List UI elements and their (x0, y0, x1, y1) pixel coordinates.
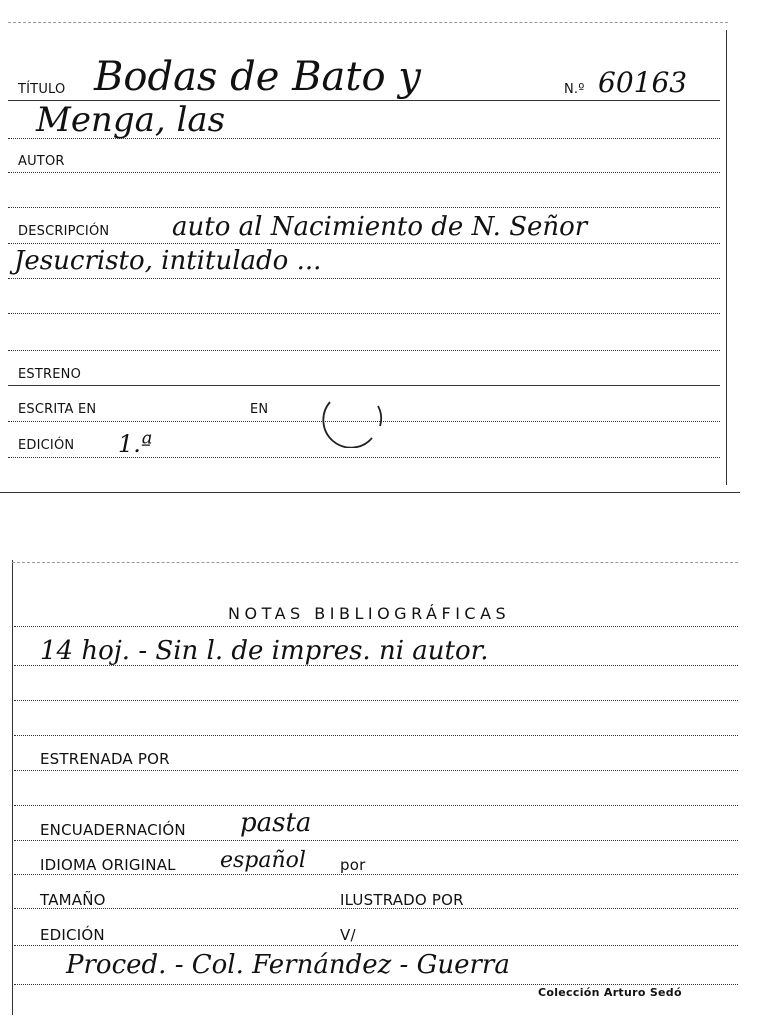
card-top-edge (8, 22, 728, 23)
card-border-right (726, 30, 727, 485)
catalog-card-top (0, 0, 759, 500)
label-estreno: ESTRENO (18, 367, 82, 382)
ruled-line (14, 874, 738, 875)
value-descripcion-line2: Jesucristo, intitulado ... (14, 246, 322, 276)
value-titulo-line2: Menga, las (36, 100, 226, 140)
card-border-left (12, 560, 13, 1015)
ruled-line (8, 385, 720, 386)
notas-heading: NOTAS BIBLIOGRÁFICAS (228, 604, 511, 623)
label-edicion: EDICIÓN (40, 926, 105, 944)
label-descripcion: DESCRIPCIÓN (18, 224, 110, 239)
ruled-line (8, 243, 720, 244)
label-por: por (340, 856, 366, 874)
ruled-line (8, 457, 720, 458)
value-edicion: 1.ª (118, 430, 153, 458)
collection-credit: Colección Arturo Sedó (538, 986, 682, 999)
ruled-line (8, 278, 720, 279)
value-descripcion-line1: auto al Nacimiento de N. Señor (172, 212, 588, 242)
card-bottom-edge (0, 492, 740, 493)
label-autor: AUTOR (18, 154, 65, 169)
label-escrita-en: ESCRITA EN (18, 402, 97, 417)
value-encuadernacion: pasta (240, 808, 312, 838)
label-en: EN (250, 402, 269, 417)
ruled-line (14, 805, 738, 806)
label-v: V/ (340, 926, 356, 944)
ruled-line (8, 207, 720, 208)
value-idioma-original: español (220, 848, 306, 873)
label-numero: N.º (564, 82, 585, 97)
ruled-line (14, 770, 738, 771)
ruled-line (14, 840, 738, 841)
ruled-line (14, 984, 738, 985)
label-estrenada-por: ESTRENADA POR (40, 750, 170, 768)
label-idioma-original: IDIOMA ORIGINAL (40, 856, 176, 874)
label-ilustrado-por: ILUSTRADO POR (340, 891, 464, 909)
value-numero: 60163 (598, 66, 688, 99)
ruled-line (14, 945, 738, 946)
label-edicion: EDICIÓN (18, 438, 75, 453)
ruled-line (14, 735, 738, 736)
ruled-line (14, 700, 738, 701)
card-top-edge (12, 562, 738, 563)
label-titulo: TÍTULO (18, 82, 66, 97)
value-titulo-line1: Bodas de Bato y (94, 54, 421, 100)
value-notas-line1: 14 hoj. - Sin l. de impres. ni autor. (40, 636, 489, 666)
ruled-line (8, 313, 720, 314)
ruled-line (8, 350, 720, 351)
value-procedencia: Proced. - Col. Fernández - Guerra (66, 950, 510, 980)
ruled-line (14, 626, 738, 627)
ruled-line (8, 172, 720, 173)
label-tamano: TAMAÑO (40, 891, 106, 909)
catalog-card-bottom (0, 540, 759, 1028)
punch-hole-icon (320, 388, 384, 448)
label-encuadernacion: ENCUADERNACIÓN (40, 821, 186, 839)
